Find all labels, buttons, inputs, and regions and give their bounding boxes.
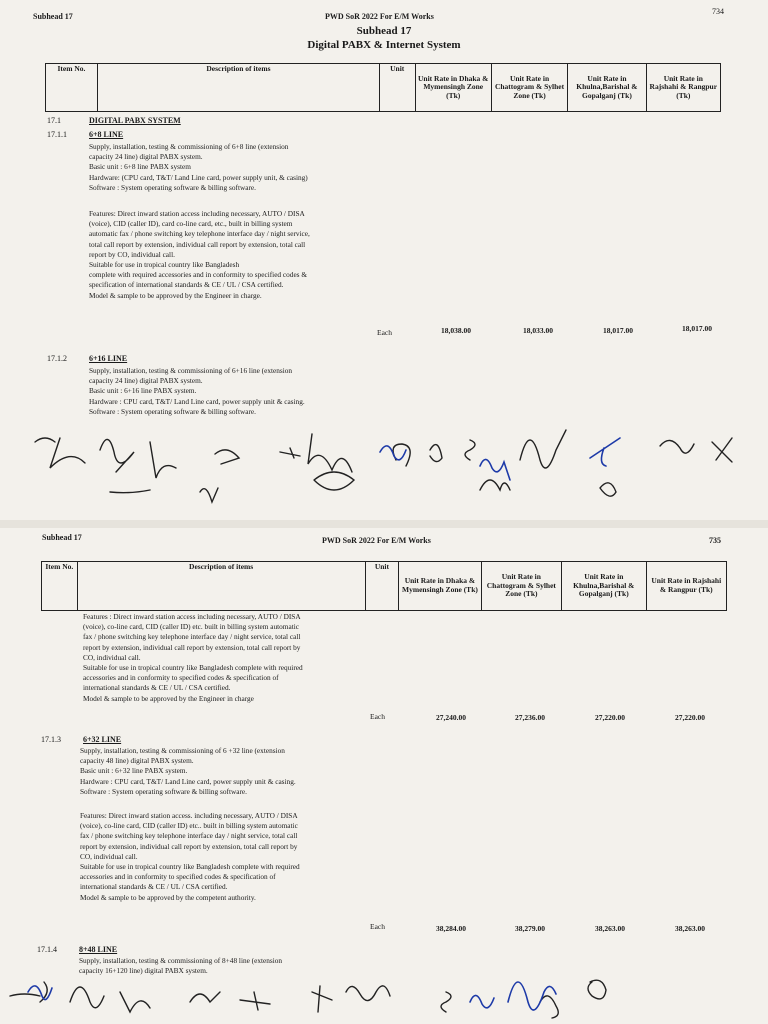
page-gap [0,520,768,528]
col-rate-khulna: Unit Rate in Khulna,Barishal & Gopalganj (Tk) [568,64,646,112]
col-rate-dhaka: Unit Rate in Dhaka & Mymensingh Zone (Tk) [399,562,481,611]
item-description: Supply, installation, testing & commissioning of 6+8 line (extension capacity 24 line) digital PABX system. Basic unit : 6+8 line PABX system Hardware: (CPU card, T&T/ Land Line card, power supply unit, & casing) Software : System operating software & billing software. Features: Direct inward station access including necessary, AUTO / DISA (voice), CID (caller ID), card co-line card, etc., built in billing system automatic fax / phone switching key telephone interface day / night service, total call report by extension, individual call report by extension, total call report by CO, individual call. Suitable for use in tropical country like Bangladesh complete with required accessories and in conformity to specified codes & specification of international standards & CE / UL / CSA certified. Model & sample to be approved by the Engineer in charge. [89,142,310,300]
col-rate-chattogram: Unit Rate in Chattogram & Sylhet Zone (Tk) [481,562,561,611]
item-title: 8+48 LINE [79,945,118,954]
item-title: 6+16 LINE [89,354,128,363]
rate-chattogram: 27,236.00 [515,713,545,722]
col-unit: Unit [379,64,415,112]
col-item-no: Item No. [46,64,98,112]
column-header-table [41,561,727,611]
running-header: PWD SoR 2022 For E/M Works [322,536,431,545]
item-title: 6+8 LINE [89,130,124,139]
rate-rajshahi: 18,017.00 [682,324,712,333]
item-code: 17.1.1 [47,130,67,139]
item-code: 17.1.3 [41,735,61,744]
rate-rajshahi: 27,220.00 [675,713,705,722]
corner-subhead-label: Subhead 17 [33,12,73,21]
rate-chattogram: 38,279.00 [515,924,545,933]
rate-dhaka: 18,038.00 [441,326,471,335]
running-header: PWD SoR 2022 For E/M Works [325,12,434,21]
item-description: Supply, installation, testing & commissioning of 8+48 line (extension capacity 16+120 line) digital PABX system. [79,956,283,976]
item-title: 6+32 LINE [83,735,122,744]
section-code: 17.1 [47,116,61,125]
section-heading: Digital PABX & Internet System [307,39,461,51]
section-title: DIGITAL PABX SYSTEM [89,116,181,125]
item-code: 17.1.4 [37,945,57,954]
rate-khulna: 38,263.00 [595,924,625,933]
col-rate-rajshahi: Unit Rate in Rajshahi & Rangpur (Tk) [646,562,726,611]
item-code: 17.1.2 [47,354,67,363]
subhead-title: Subhead 17 [356,25,412,37]
signatures-handwritten [0,420,768,520]
col-rate-chattogram: Unit Rate in Chattogram & Sylhet Zone (Tk) [491,64,567,112]
item-description: Supply, installation, testing & commissioning of 6+16 line (extension capacity 24 line) digital PABX system. Basic unit : 6+16 line PABX system. Hardware : CPU card, T&T/ Land Line card, power supply unit & casing. Software : System operating software & billing software. [89,366,305,416]
rate-dhaka: 38,284.00 [436,924,466,933]
col-description: Description of items [97,64,379,112]
rate-chattogram: 18,033.00 [523,326,553,335]
unit-value: Each [370,922,385,931]
col-unit: Unit [365,562,399,611]
column-header-table [45,63,721,112]
col-description: Description of items [77,562,365,611]
col-rate-khulna: Unit Rate in Khulna,Barishal & Gopalganj (Tk) [562,562,646,611]
corner-subhead-label: Subhead 17 [42,533,82,542]
page-number: 735 [709,536,721,545]
rate-khulna: 27,220.00 [595,713,625,722]
col-rate-rajshahi: Unit Rate in Rajshahi & Rangpur (Tk) [646,64,720,112]
rate-dhaka: 27,240.00 [436,713,466,722]
item-description-continued: Features : Direct inward station access including necessary, AUTO / DISA (voice), co-line card, CID (caller ID) etc. built in billing system automatic fax / phone switching key telephone interface day / night service, total call report by extension, individual call report by extension, total call report by CO, individual call. Suitable for use in tropical country like Bangladesh complete with required accessories and in conformity to specified codes & specification of international standards & CE / UL / CSA certified. Model & sample to be approved by the Engineer in charge [83,612,303,703]
unit-value: Each [377,328,392,337]
page-number: 734 [712,7,724,16]
col-rate-dhaka: Unit Rate in Dhaka & Mymensingh Zone (Tk) [415,64,491,112]
rate-khulna: 18,017.00 [603,326,633,335]
col-item-no: Item No. [42,562,78,611]
unit-value: Each [370,712,385,721]
signatures-handwritten [0,962,768,1024]
rate-rajshahi: 38,263.00 [675,924,705,933]
item-description: Supply, installation, testing & commissioning of 6 +32 line (extension capacity 48 line) digital PABX system. Basic unit : 6+32 line PABX system. Hardware : CPU card, T&T/ Land Line card, power supply unit & casing. Software : System operating software & billing software. Features: Direct inward station access. including necessary, AUTO / DISA (voice), co-line card, CID (caller ID) etc.. built in billing system automatic fax / phone switching key telephone interface day / night service, total call report by extension, individual call report by extension, total call report by CO, individual call. Suitable for use in tropical country like Bangladesh complete with required accessories and in conformity to specified codes & specification of international standards & CE / UL / CSA certified. Model & sample to be approved by the competent authority. [80,746,300,902]
